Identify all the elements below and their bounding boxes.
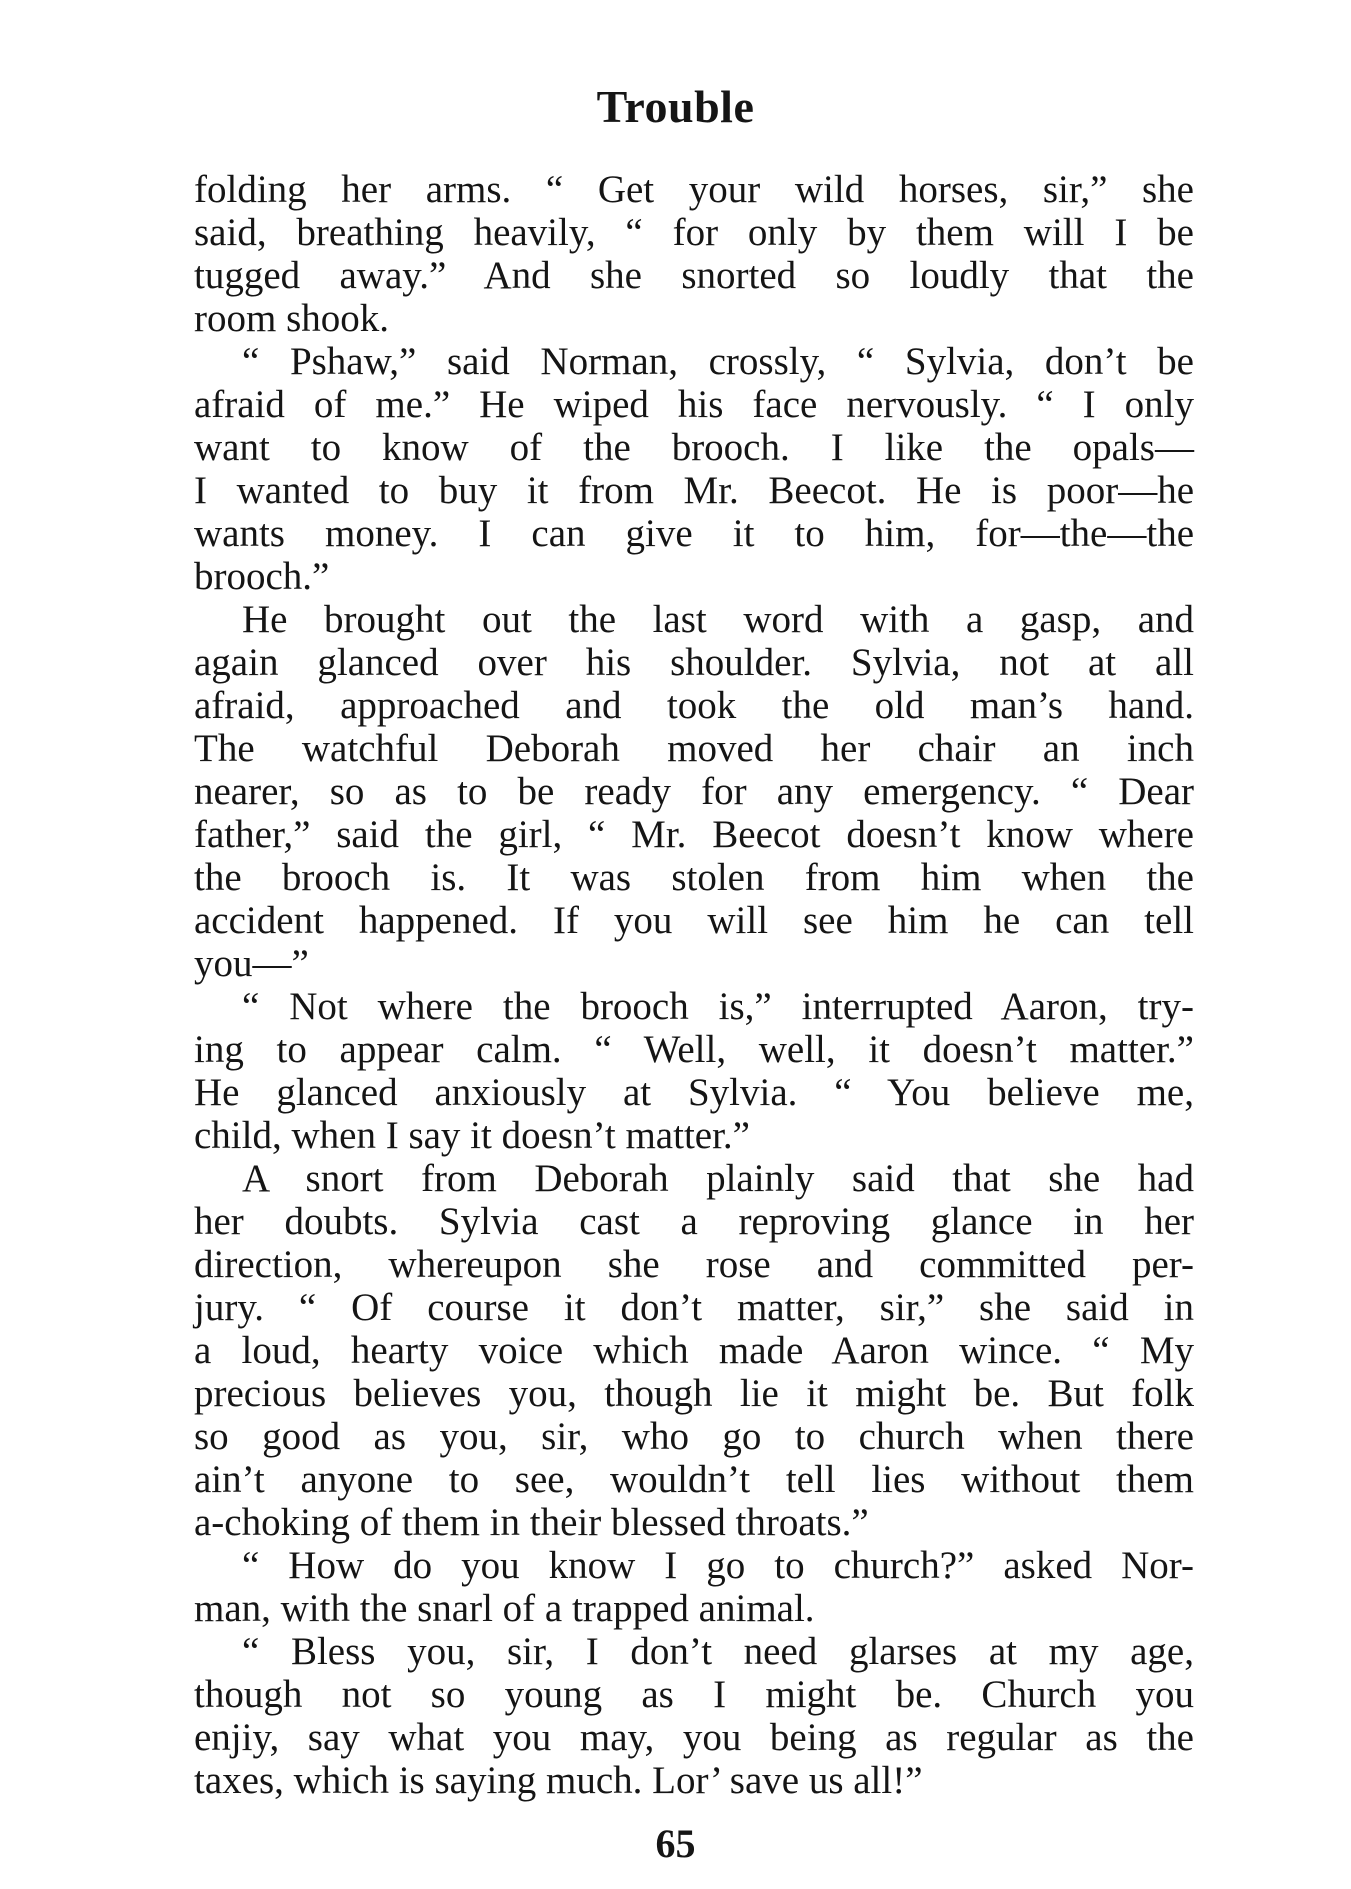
text-line: taxes, which is saying much. Lor’ save us all!” (194, 1759, 923, 1802)
text-line: her doubts. Sylvia cast a reproving glance in her (194, 1200, 1194, 1243)
text-line: again glanced over his shoulder. Sylvia, not at all (194, 641, 1194, 684)
text-line: so good as you, sir, who go to church when there (194, 1415, 1194, 1458)
page-number: 65 (655, 1821, 696, 1866)
text-line: “ Pshaw,” said Norman, crossly, “ Sylvia, don’t be (242, 340, 1194, 383)
text-line: want to know of the brooch. I like the opals— (194, 426, 1194, 469)
text-line: afraid, approached and took the old man’s hand. (194, 684, 1194, 727)
text-line: brooch.” (194, 555, 330, 598)
text-line: man, with the snarl of a trapped animal. (194, 1587, 815, 1630)
text-line: a-choking of them in their blessed throats.” (194, 1501, 869, 1544)
text-line: ain’t anyone to see, wouldn’t tell lies without them (194, 1458, 1194, 1501)
body-text (194, 168, 1194, 1802)
text-line: jury. “ Of course it don’t matter, sir,” she said in (194, 1286, 1194, 1329)
text-line: enjiy, say what you may, you being as regular as the (194, 1716, 1194, 1759)
text-line: accident happened. If you will see him he can tell (194, 899, 1194, 942)
text-line: tugged away.” And she snorted so loudly that the (194, 254, 1194, 297)
text-line: father,” said the girl, “ Mr. Beecot doesn’t know where (194, 813, 1194, 856)
running-head: Trouble (596, 81, 755, 132)
text-line: precious believes you, though lie it might be. But folk (194, 1372, 1194, 1415)
text-line: A snort from Deborah plainly said that she had (242, 1157, 1194, 1200)
text-line: the brooch is. It was stolen from him when the (194, 856, 1194, 899)
text-line: though not so young as I might be. Church you (194, 1673, 1194, 1716)
text-line: “ Bless you, sir, I don’t need glarses at my age, (242, 1630, 1194, 1673)
text-line: The watchful Deborah moved her chair an inch (194, 727, 1194, 770)
text-line: He glanced anxiously at Sylvia. “ You believe me, (194, 1071, 1194, 1114)
text-line: “ Not where the brooch is,” interrupted Aaron, try- (242, 985, 1194, 1028)
text-line: afraid of me.” He wiped his face nervously. “ I only (194, 383, 1194, 426)
text-line: ing to appear calm. “ Well, well, it doesn’t matter.” (194, 1028, 1194, 1071)
text-line: “ How do you know I go to church?” asked Nor- (242, 1544, 1194, 1587)
text-line: child, when I say it doesn’t matter.” (194, 1114, 750, 1157)
text-line: said, breathing heavily, “ for only by them will I be (194, 211, 1194, 254)
text-line: a loud, hearty voice which made Aaron wince. “ My (194, 1329, 1194, 1372)
text-line: nearer, so as to be ready for any emergency. “ Dear (194, 770, 1194, 813)
text-line: He brought out the last word with a gasp, and (242, 598, 1194, 641)
text-line: folding her arms. “ Get your wild horses, sir,” she (194, 168, 1194, 211)
text-line: direction, whereupon she rose and committed per- (194, 1243, 1194, 1286)
text-line: I wanted to buy it from Mr. Beecot. He is poor—he (194, 469, 1194, 512)
text-line: room shook. (194, 297, 389, 340)
text-line: you—” (194, 942, 309, 985)
text-line: wants money. I can give it to him, for—the—the (194, 512, 1194, 555)
